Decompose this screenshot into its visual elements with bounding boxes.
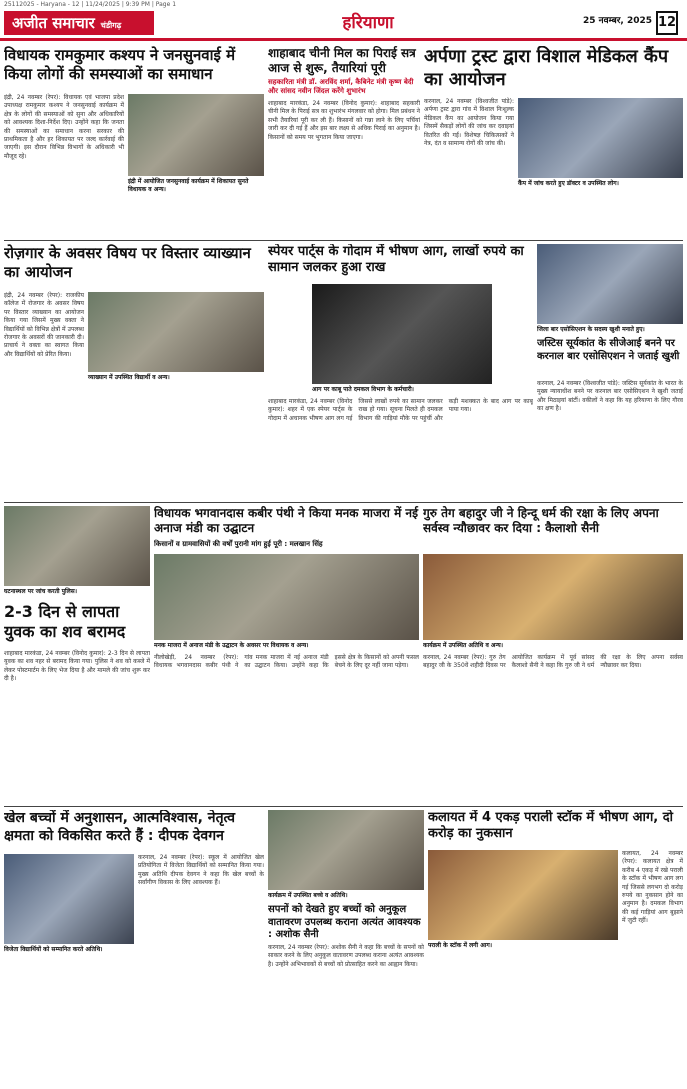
photo-caption: जिला बार एसोसिएशन के सदस्य खुशी मनाते हुए। xyxy=(537,326,645,333)
story-justice xyxy=(537,244,683,498)
story-sapne xyxy=(268,810,424,1085)
headline: स्पेयर पार्ट्स के गोदाम में भीषण आग, लाखों रुपये का सामान जलकर हुआ राख xyxy=(268,244,524,276)
story-photo xyxy=(88,292,264,372)
headline: 2-3 दिन से लापता युवक का शव बरामद xyxy=(4,602,126,641)
story-body-recovered xyxy=(4,506,150,802)
issue-date: 25 नवम्बर, 2025 xyxy=(582,16,652,26)
section-title: हरियाणा xyxy=(342,13,394,33)
print-slug: 25112025 - Haryana - 12 | 11/24/2025 | 9:39 PM | Page 1 xyxy=(4,1,177,8)
photo-caption: कार्यक्रम में उपस्थित बच्चे व अतिथि। xyxy=(268,892,348,899)
photo-caption: व्याख्यान में उपस्थित विद्यार्थी व अन्य। xyxy=(88,374,170,381)
story-body: शाहाबाद मारकंडा, 24 नवम्बर (विनोद कुमार): 2-3 दिन से लापता युवक का शव नहर से बरामद किया गया। पुलिस ने शव को कब्जे में लेकर पोस्टमार्टम के लिए भेज दिया है और मामले की जांच शुरू कर दी है। xyxy=(4,650,150,683)
story-photo xyxy=(518,98,683,178)
headline: खेल बच्चों में अनुशासन, आत्मविश्वास, नेतृत्व क्षमता को विकसित करते हैं : दीपक देवगन xyxy=(4,810,236,844)
story-photo xyxy=(537,244,683,324)
headline: रोज़गार के अवसर विषय पर विस्तार व्याख्यान का आयोजन xyxy=(4,244,251,281)
photo-caption: विजेता विद्यार्थियों को सम्मानित करते अतिथि। xyxy=(4,946,103,953)
newspaper-logo xyxy=(4,11,154,35)
headline: अर्पणा ट्रस्ट द्वारा विशाल मेडिकल कैंप का आयोजन xyxy=(424,46,669,90)
photo-caption: इंद्री में आयोजित जनसुनवाई कार्यक्रम में शिकायत सुनते विधायक व अन्य। xyxy=(128,178,249,193)
photo-caption: घटनास्थल पर जांच करती पुलिस। xyxy=(4,588,77,595)
story-sugarmill xyxy=(268,46,420,236)
story-body: शाहाबाद मारकंडा, 24 नवम्बर (विनोद कुमार): शाहाबाद सहकारी चीनी मिल के पिराई सत्र का शुभारंभ मंगलवार को होगा। मिल प्रबंधन ने सभी तैयारियां पूरी कर ली हैं। किसानों को गन्ना लाने के लिए पर्चियां जारी कर दी गई हैं और इस बार लक्ष्य से अधिक पिराई का अनुमान है। किसानों को समय पर भुगतान किया जाएगा। xyxy=(268,100,420,141)
story-photo xyxy=(128,94,264,176)
divider xyxy=(4,240,683,241)
story-body: इंद्री, 24 नवम्बर (रेपर): राजकीय कॉलेज में रोजगार के अवसर विषय पर विस्तार व्याख्यान का आयोजन किया गया जिसमें मुख्य वक्ता ने विद्यार्थियों को विभिन्न क्षेत्रों में उपलब्ध रोजगार के अवसरों की जानकारी दी। प्राचार्य ने वक्ता का स्वागत किया और विद्यार्थियों को प्रेरित किया। xyxy=(4,292,84,358)
photo-caption: मनक माजरा में अनाज मंडी के उद्घाटन के अवसर पर विधायक व अन्य। xyxy=(154,642,309,649)
story-photo xyxy=(312,284,492,384)
page-number: 12 xyxy=(656,11,678,35)
photo-caption: पराली के स्टॉक में लगी आग। xyxy=(428,942,492,949)
story-photo xyxy=(428,850,618,940)
story-body: करनाल, 24 नवम्बर (रेपर): गुरु तेग बहादुर जी के 350वें शहीदी दिवस पर आयोजित कार्यक्रम में पूर्व सांसद कैलाशो सैनी ने कहा कि गुरु जी ने धर्म की रक्षा के लिए अपना सर्वस्व न्यौछावर कर दिया। xyxy=(423,654,683,670)
headline: जस्टिस सूर्यकांत के सीजेआई बनने पर करनाल बार एसोसिएशन ने जताई खुशी xyxy=(537,338,680,362)
headline: कलायत में 4 एकड़ पराली स्टॉक में भीषण आग, दो करोड़ का नुकसान xyxy=(428,810,674,842)
story-kashyap xyxy=(4,46,264,236)
story-photo xyxy=(154,554,419,640)
story-body: करनाल, 24 नवम्बर (विश्वजीत पांडे): अर्पणा ट्रस्ट द्वारा गांव में विशाल निःशुल्क मेडिकल कैंप का आयोजन किया गया जिसमें सैकड़ों लोगों की जांच कर दवाइयां वितरित की गईं। विशेषज्ञ चिकित्सकों ने नेत्र, दंत व सामान्य रोगों की जांच की। xyxy=(424,98,514,148)
story-parali xyxy=(428,810,683,1085)
story-body: इंद्री, 24 नवम्बर (रेपर): विधायक एवं भाजपा प्रदेश उपाध्यक्ष रामकुमार कश्यप ने जनसुनवाई कार्यक्रम में क्षेत्र के लोगों की समस्याओं को सुना और अधिकारियों को आवश्यक दिशा-निर्देश दिए। उन्होंने कहा कि जनता की समस्याओं का समाधान करना सरकार की प्राथमिकता है और हर शिकायत पर जल्द कार्रवाई की जाएगी। इस दौरान विभिन्न विभागों के अधिकारी भी मौजूद रहे। xyxy=(4,94,124,160)
subheadline: किसानों व ग्रामवासियों की वर्षों पुरानी मांग हुई पूरी : मलखान सिंह xyxy=(154,540,323,548)
story-body: करनाल, 24 नवम्बर (रेपर): स्कूल में आयोजित खेल प्रतियोगिता में विजेता विद्यार्थियों को सम्मानित किया गया। मुख्य अतिथि दीपक देवगन ने कहा कि खेल बच्चों के सर्वांगीण विकास के लिए आवश्यक हैं। xyxy=(138,854,264,887)
story-photo xyxy=(4,506,150,586)
photo-caption: कैंप में जांच करते हुए डॉक्टर व उपस्थित लोग। xyxy=(518,180,619,187)
story-rozgar xyxy=(4,244,264,498)
story-photo xyxy=(4,854,134,944)
story-medical xyxy=(424,46,683,236)
headline: शाहाबाद चीनी मिल का पिराई सत्र आज से शुरू, तैयारियां पूरी xyxy=(268,46,416,75)
headline: विधायक रामकुमार कश्यप ने जनसुनवाई में किया लोगों की समस्याओं का समाधान xyxy=(4,46,236,83)
photo-caption: आग पर काबू पाते दमकल विभाग के कर्मचारी। xyxy=(312,386,414,393)
divider xyxy=(4,502,683,503)
story-gurutegh xyxy=(423,506,683,802)
story-fire xyxy=(268,244,533,498)
story-photo xyxy=(423,554,683,640)
headline: सपनों को देखते हुए बच्चों को अनुकूल वातावरण उपलब्ध कराना अत्यंत आवश्यक : अशोक सैनी xyxy=(268,904,421,940)
story-body: कलायत, 24 नवम्बर (रेपर): कलायत क्षेत्र में करीब 4 एकड़ में रखे पराली के स्टॉक में भीषण आग लग गई जिससे लगभग दो करोड़ रुपये का नुकसान होने का अनुमान है। दमकल विभाग की कई गाड़ियां आग बुझाने में जुटी रहीं। xyxy=(622,850,683,925)
edition-city: चंडीगढ़ xyxy=(100,21,122,30)
story-body: करनाल, 24 नवम्बर (रेपर): अशोक सैनी ने कहा कि बच्चों के सपनों को साकार करने के लिए अनुकूल वातावरण उपलब्ध कराना अत्यंत आवश्यक है। उन्होंने अभिभावकों से बच्चों को प्रोत्साहित करने का आह्वान किया। xyxy=(268,944,424,968)
divider xyxy=(4,806,683,807)
story-body: नीलोखेड़ी, 24 नवम्बर (रेपर): विधायक भगवानदास कबीर पंथी ने गांव मनक माजरा में नई अनाज मंडी का उद्घाटन किया। उन्होंने कहा कि इससे क्षेत्र के किसानों को अपनी फसल बेचने के लिए दूर नहीं जाना पड़ेगा। xyxy=(154,654,419,670)
headline: विधायक भगवानदास कबीर पंथी ने किया मनक माजरा में नई अनाज मंडी का उद्घाटन xyxy=(154,506,418,535)
subheadline: सहकारिता मंत्री डॉ. अरविंद शर्मा, कैबिनेट मंत्री कृष्ण बेदी और सांसद नवीन जिंदल करेंगे शुभारंभ xyxy=(268,78,414,95)
story-photo xyxy=(268,810,424,890)
story-sports xyxy=(4,810,264,1085)
story-body: करनाल, 24 नवम्बर (विश्वजीत पांडे): जस्टिस सूर्यकांत के भारत के मुख्य न्यायाधीश बनने पर करनाल बार एसोसिएशन ने खुशी जताई और मिठाइयां बांटीं। वकीलों ने कहा कि यह हरियाणा के लिए गौरव का क्षण है। xyxy=(537,380,683,413)
story-kabir xyxy=(154,506,419,802)
date-box xyxy=(566,11,678,35)
story-body: शाहाबाद मारकंडा, 24 नवम्बर (विनोद कुमार): शहर में एक स्पेयर पार्ट्स के गोदाम में अचानक भीषण आग लग गई जिससे लाखों रुपये का सामान जलकर राख हो गया। सूचना मिलते ही दमकल विभाग की गाड़ियां मौके पर पहुंचीं और कड़ी मशक्कत के बाद आग पर काबू पाया गया। xyxy=(268,398,533,422)
headline: गुरु तेग बहादुर जी ने हिन्दू धर्म की रक्षा के लिए अपना सर्वस्व न्यौछावर कर दिया : कैलाशो सैनी xyxy=(423,506,659,535)
photo-caption: कार्यक्रम में उपस्थित अतिथि व अन्य। xyxy=(423,642,503,649)
logo-text: अजीत समाचार xyxy=(12,14,95,32)
